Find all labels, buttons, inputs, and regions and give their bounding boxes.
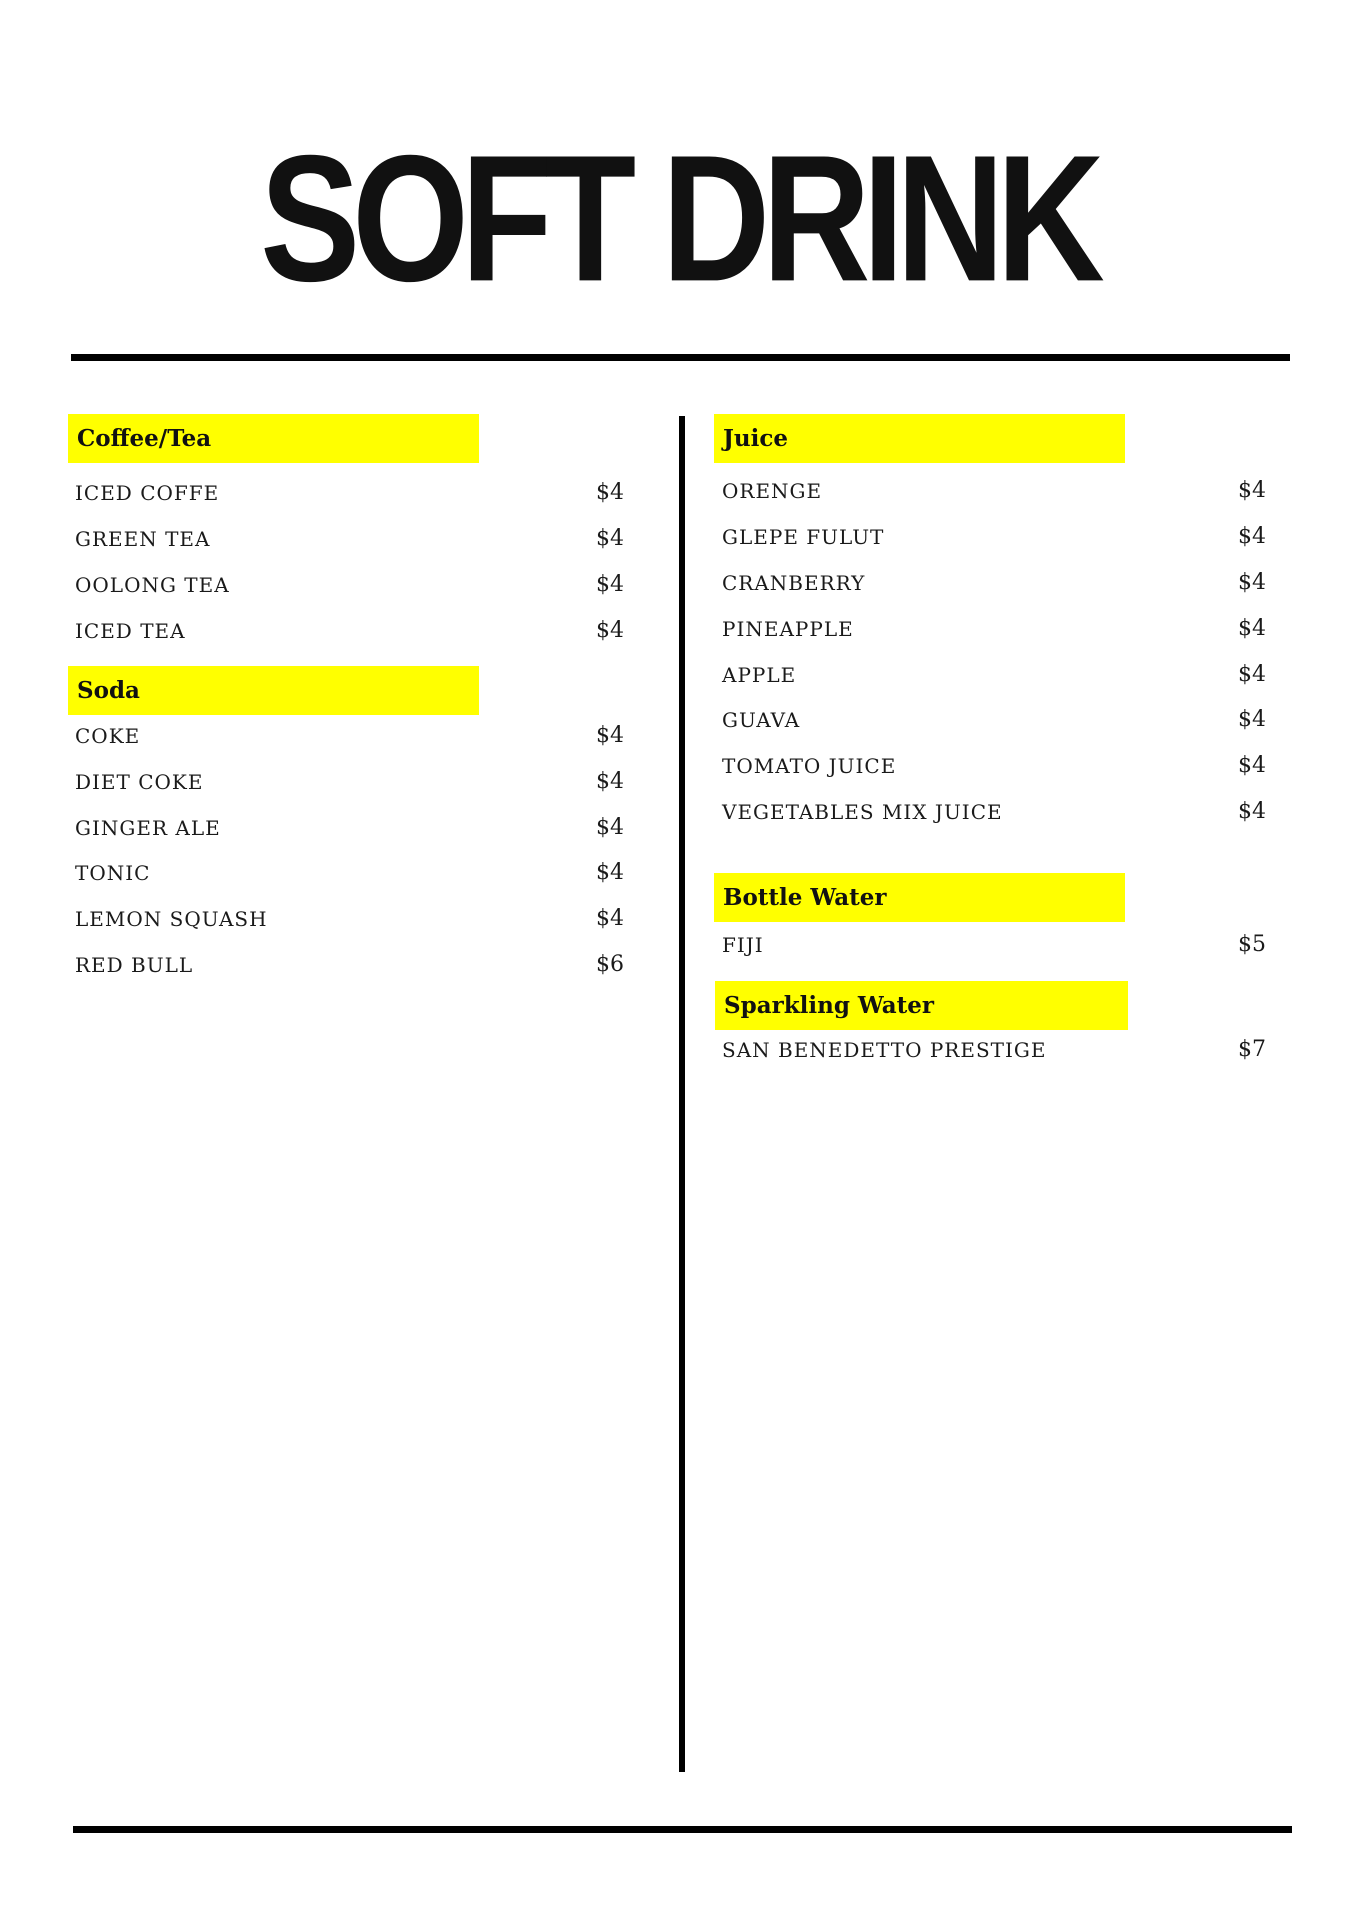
section-heading-juice: Juice xyxy=(714,414,1125,463)
menu-item-name: SAN BENEDETTO PRESTIGE xyxy=(722,1038,1047,1062)
menu-item-price: $6 xyxy=(596,952,624,977)
section-heading-bottle-water: Bottle Water xyxy=(714,873,1125,922)
menu-item-name: TOMATO JUICE xyxy=(722,754,897,778)
menu-item-price: $4 xyxy=(1238,662,1266,687)
menu-item-price: $4 xyxy=(1238,478,1266,503)
menu-item-name: RED BULL xyxy=(75,953,194,977)
menu-item-name: FIJI xyxy=(722,933,764,957)
menu-item-price: $4 xyxy=(1238,799,1266,824)
menu-item-price: $4 xyxy=(596,723,624,748)
menu-item-price: $4 xyxy=(596,526,624,551)
menu-item-name: ICED TEA xyxy=(75,619,186,643)
menu-item-name: DIET COKE xyxy=(75,770,204,794)
section-heading-soda: Soda xyxy=(68,666,479,715)
menu-item-name: LEMON SQUASH xyxy=(75,907,268,931)
menu-item-name: GLEPE FULUT xyxy=(722,525,885,549)
menu-item-price: $4 xyxy=(596,815,624,840)
bottom-divider xyxy=(73,1826,1292,1833)
menu-item-price: $4 xyxy=(1238,753,1266,778)
section-heading-coffee-tea: Coffee/Tea xyxy=(68,414,479,463)
menu-item-name: VEGETABLES MIX JUICE xyxy=(722,800,1003,824)
menu-item-name: GUAVA xyxy=(722,708,801,732)
menu-item-name: ICED COFFE xyxy=(75,481,220,505)
menu-item-name: TONIC xyxy=(75,861,151,885)
menu-item-price: $4 xyxy=(596,480,624,505)
menu-item-price: $7 xyxy=(1238,1037,1266,1062)
menu-item-name: ORENGE xyxy=(722,479,823,503)
menu-item-name: COKE xyxy=(75,724,141,748)
menu-item-price: $4 xyxy=(1238,524,1266,549)
column-divider xyxy=(679,416,685,1772)
page-title: SOFT DRINK xyxy=(260,117,1097,319)
menu-item-price: $4 xyxy=(1238,570,1266,595)
menu-item-price: $4 xyxy=(596,769,624,794)
menu-item-price: $4 xyxy=(596,618,624,643)
menu-item-price: $4 xyxy=(596,860,624,885)
top-divider xyxy=(71,354,1290,361)
menu-item-name: PINEAPPLE xyxy=(722,617,854,641)
menu-item-name: CRANBERRY xyxy=(722,571,866,595)
menu-item-price: $4 xyxy=(1238,707,1266,732)
menu-item-price: $5 xyxy=(1238,932,1266,957)
menu-item-price: $4 xyxy=(1238,616,1266,641)
menu-item-price: $4 xyxy=(596,906,624,931)
menu-item-name: OOLONG TEA xyxy=(75,573,230,597)
menu-item-name: APPLE xyxy=(722,663,797,687)
section-heading-sparkling-water: Sparkling Water xyxy=(715,981,1128,1030)
menu-item-price: $4 xyxy=(596,572,624,597)
menu-item-name: GREEN TEA xyxy=(75,527,211,551)
menu-item-name: GINGER ALE xyxy=(75,816,221,840)
